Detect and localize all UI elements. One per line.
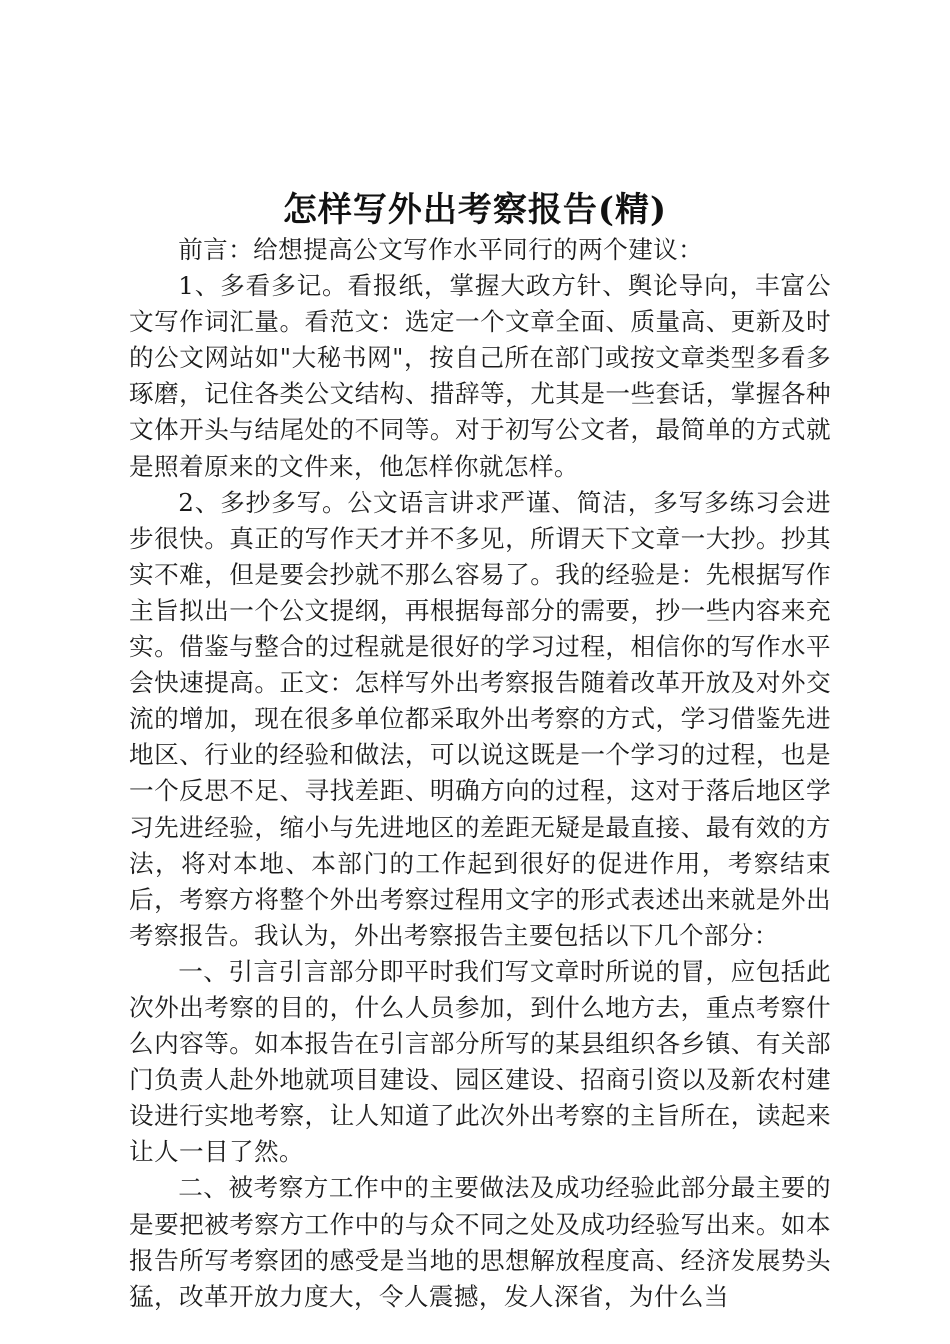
document-title: 怎样写外出考察报告(精) bbox=[282, 190, 668, 230]
paragraph-preface: 前言：给想提高公文写作水平同行的两个建议： bbox=[178, 235, 704, 264]
paragraph-advice-2: 2、多抄多写。公文语言讲求严谨、简洁，多写多练习会进步很快。真正的写作天才并不多见，所谓天下文章一大抄。抄其实不难，但是要会抄就不那么容易了。我的经验是：先根据写作主旨拟出一个公文提纲，再根据每部分的需要，抄一些内容来充实。借鉴与整合的过程就是很好的学习过程，相信你的写作水平会快速提高。正文：怎样写外出考察报告随着改革开放及对外交流的增加，现在很多单位都采取外出考察的方式，学习借鉴先进地区、行业的经验和做法，可以说这既是一个学习的过程，也是一个反思不足、寻找差距、明确方向的过程，这对于落后地区学习先进经验，缩小与先进地区的差距无疑是最直接、最有效的方法，将对本地、本部门的工作起到很好的促进作用，考察结束后，考察方将整个外出考察过程用文字的形式表述出来就是外出考察报告。我认为，外出考察报告主要包括以下几个部分： bbox=[129, 487, 831, 950]
paragraph-section-2: 二、被考察方工作中的主要做法及成功经验此部分最主要的是要把被考察方工作中的与众不同之处及成功经验写出来。如本报告所写考察团的感受是当地的思想解放程度高、经济发展势头猛，改革开放力度大，令人震撼，发人深省，为什么当 bbox=[129, 1173, 831, 1311]
document-body bbox=[129, 232, 831, 1315]
paragraph-section-1: 一、引言引言部分即平时我们写文章时所说的冒，应包括此次外出考察的目的，什么人员参加，到什么地方去，重点考察什么内容等。如本报告在引言部分所写的某县组织各乡镇、有关部门负责人赴外地就项目建设、园区建设、招商引资以及新农村建设进行实地考察，让人知道了此次外出考察的主旨所在，读起来让人一目了然。 bbox=[129, 956, 831, 1167]
paragraph-advice-1: 1、多看多记。看报纸，掌握大政方针、舆论导向，丰富公文写作词汇量。看范文：选定一个文章全面、质量高、更新及时的公文网站如"大秘书网"，按自己所在部门或按文章类型多看多琢磨，记住各类公文结构、措辞等，尤其是一些套话，掌握各种文体开头与结尾处的不同等。对于初写公文者，最简单的方式就是照着原来的文件来，他怎样你就怎样。 bbox=[129, 271, 831, 481]
